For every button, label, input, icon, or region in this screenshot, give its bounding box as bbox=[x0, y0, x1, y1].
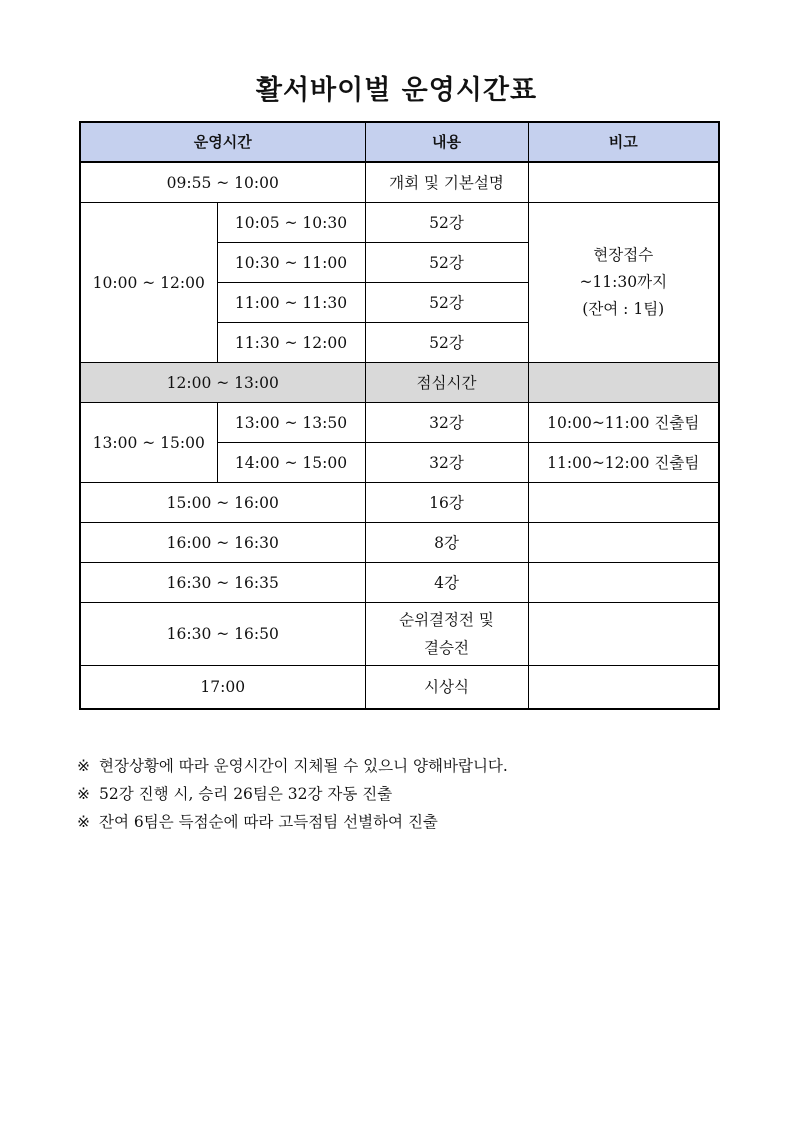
time-cell: 16:30 ~ 16:50 bbox=[80, 603, 365, 666]
note-line: (잔여 : 1팀) bbox=[582, 300, 665, 318]
content-cell: 52강 bbox=[365, 323, 528, 363]
time-cell: 12:00 ~ 13:00 bbox=[80, 363, 365, 403]
content-cell: 16강 bbox=[365, 483, 528, 523]
header-note: 비고 bbox=[528, 122, 719, 162]
note-cell: 11:00~12:00 진출팀 bbox=[528, 443, 719, 483]
time-group-cell: 13:00 ~ 15:00 bbox=[80, 403, 217, 483]
content-cell: 52강 bbox=[365, 203, 528, 243]
sub-time-cell: 11:00 ~ 11:30 bbox=[217, 283, 365, 323]
sub-time-cell: 13:00 ~ 13:50 bbox=[217, 403, 365, 443]
content-cell: 개회 및 기본설명 bbox=[365, 162, 528, 203]
reference-mark: ※ bbox=[77, 757, 90, 775]
content-line: 결승전 bbox=[424, 639, 469, 657]
notes-section bbox=[77, 752, 737, 836]
note-cell bbox=[528, 523, 719, 563]
note-item bbox=[77, 780, 737, 808]
table-row-lunch bbox=[80, 363, 719, 403]
reference-mark: ※ bbox=[77, 785, 90, 803]
header-content: 내용 bbox=[365, 122, 528, 162]
note-text: 52강 진행 시, 승리 26팀은 32강 자동 진출 bbox=[99, 785, 393, 803]
note-cell bbox=[528, 666, 719, 710]
content-line: 순위결정전 및 bbox=[399, 611, 494, 629]
note-cell: 10:00~11:00 진출팀 bbox=[528, 403, 719, 443]
note-cell bbox=[528, 563, 719, 603]
table-row bbox=[80, 403, 719, 443]
table-row bbox=[80, 203, 719, 243]
content-cell: 32강 bbox=[365, 403, 528, 443]
note-line: ~11:30까지 bbox=[579, 273, 668, 291]
sub-time-cell: 10:05 ~ 10:30 bbox=[217, 203, 365, 243]
note-group-cell bbox=[528, 203, 719, 363]
table-header-row bbox=[80, 122, 719, 162]
time-group-cell: 10:00 ~ 12:00 bbox=[80, 203, 217, 363]
content-cell: 시상식 bbox=[365, 666, 528, 710]
content-cell: 8강 bbox=[365, 523, 528, 563]
header-time: 운영시간 bbox=[80, 122, 365, 162]
note-text: 잔여 6팀은 득점순에 따라 고득점팀 선별하여 진출 bbox=[99, 813, 438, 831]
note-cell bbox=[528, 363, 719, 403]
sub-time-cell: 14:00 ~ 15:00 bbox=[217, 443, 365, 483]
time-cell: 16:00 ~ 16:30 bbox=[80, 523, 365, 563]
time-cell: 16:30 ~ 16:35 bbox=[80, 563, 365, 603]
note-line: 현장접수 bbox=[593, 246, 654, 264]
table-row bbox=[80, 162, 719, 203]
table-row bbox=[80, 563, 719, 603]
content-cell: 52강 bbox=[365, 283, 528, 323]
reference-mark: ※ bbox=[77, 813, 90, 831]
note-cell bbox=[528, 162, 719, 203]
note-cell bbox=[528, 603, 719, 666]
time-cell: 15:00 ~ 16:00 bbox=[80, 483, 365, 523]
content-cell: 52강 bbox=[365, 243, 528, 283]
content-cell bbox=[365, 603, 528, 666]
note-text: 현장상황에 따라 운영시간이 지체될 수 있으니 양해바랍니다. bbox=[99, 757, 508, 775]
note-item bbox=[77, 808, 737, 836]
table-row bbox=[80, 603, 719, 666]
table-row bbox=[80, 523, 719, 563]
content-cell: 4강 bbox=[365, 563, 528, 603]
table-row bbox=[80, 483, 719, 523]
content-cell: 점심시간 bbox=[365, 363, 528, 403]
sub-time-cell: 11:30 ~ 12:00 bbox=[217, 323, 365, 363]
note-item bbox=[77, 752, 737, 780]
table-row bbox=[80, 666, 719, 710]
page-title: 활서바이벌 운영시간표 bbox=[255, 75, 538, 106]
schedule-table bbox=[79, 121, 720, 710]
sub-time-cell: 10:30 ~ 11:00 bbox=[217, 243, 365, 283]
content-cell: 32강 bbox=[365, 443, 528, 483]
note-cell bbox=[528, 483, 719, 523]
time-cell: 17:00 bbox=[80, 666, 365, 710]
time-cell: 09:55 ~ 10:00 bbox=[80, 162, 365, 203]
